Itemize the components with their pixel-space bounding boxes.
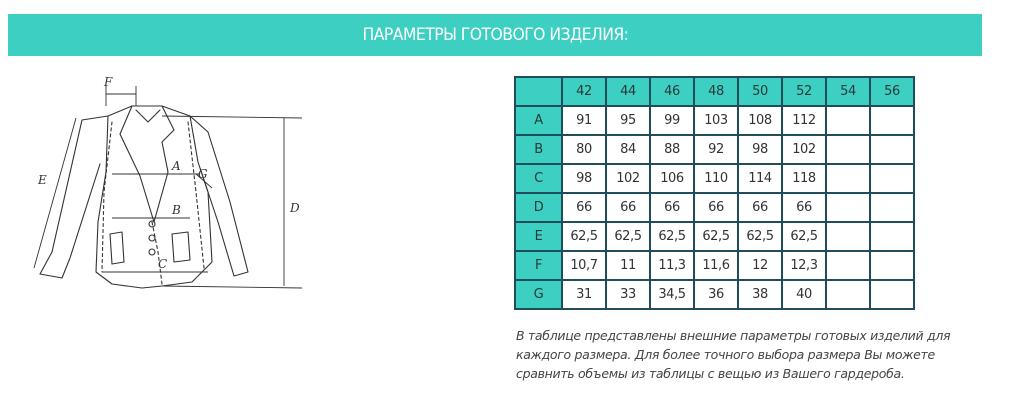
label-g: G bbox=[198, 167, 208, 181]
table-cell bbox=[826, 251, 870, 280]
size-header-42: 42 bbox=[562, 77, 606, 106]
table-cell: 40 bbox=[782, 280, 826, 309]
table-corner bbox=[515, 77, 562, 106]
table-cell: 38 bbox=[738, 280, 782, 309]
table-cell: 91 bbox=[562, 106, 606, 135]
size-table bbox=[514, 76, 915, 310]
row-label-g: G bbox=[515, 280, 562, 309]
measure-line-d-top bbox=[162, 116, 302, 118]
table-cell: 12,3 bbox=[782, 251, 826, 280]
table-cell: 62,5 bbox=[650, 222, 694, 251]
table-cell bbox=[870, 280, 914, 309]
table-cell: 118 bbox=[782, 164, 826, 193]
table-cell bbox=[826, 106, 870, 135]
table-cell bbox=[870, 135, 914, 164]
jacket-lapel-left bbox=[120, 106, 154, 222]
row-label-a: A bbox=[515, 106, 562, 135]
table-cell: 11 bbox=[606, 251, 650, 280]
jacket-collar bbox=[136, 110, 160, 122]
table-cell: 98 bbox=[738, 135, 782, 164]
size-header-52: 52 bbox=[782, 77, 826, 106]
label-a: A bbox=[172, 159, 181, 173]
label-b: B bbox=[172, 203, 181, 217]
table-cell: 62,5 bbox=[694, 222, 738, 251]
jacket-sleeve-left bbox=[40, 116, 108, 278]
size-note: В таблице представлены внешние параметры готовых изделий для каждого размера. Для более точного выбора размера Вы можете сравнить объемы из таблицы с вещью из Вашего гардероба. bbox=[516, 328, 951, 381]
table-cell: 66 bbox=[606, 193, 650, 222]
size-header-row bbox=[515, 77, 914, 106]
table-row bbox=[515, 135, 914, 164]
table-row bbox=[515, 222, 914, 251]
measure-line-e bbox=[34, 118, 76, 268]
table-cell bbox=[826, 135, 870, 164]
table-cell: 98 bbox=[562, 164, 606, 193]
table-cell bbox=[826, 222, 870, 251]
table-cell: 92 bbox=[694, 135, 738, 164]
table-cell: 108 bbox=[738, 106, 782, 135]
size-header-44: 44 bbox=[606, 77, 650, 106]
table-cell: 99 bbox=[650, 106, 694, 135]
table-cell: 31 bbox=[562, 280, 606, 309]
table-row bbox=[515, 280, 914, 309]
size-header-48: 48 bbox=[694, 77, 738, 106]
table-cell: 95 bbox=[606, 106, 650, 135]
label-c: C bbox=[158, 257, 168, 271]
size-header-50: 50 bbox=[738, 77, 782, 106]
jacket-outline bbox=[96, 106, 212, 288]
table-cell: 66 bbox=[738, 193, 782, 222]
table-cell bbox=[826, 193, 870, 222]
table-cell: 112 bbox=[782, 106, 826, 135]
jacket-pocket-right bbox=[172, 232, 190, 262]
table-row bbox=[515, 193, 914, 222]
table-cell: 62,5 bbox=[562, 222, 606, 251]
table-row bbox=[515, 106, 914, 135]
jacket-lapel-right bbox=[154, 106, 174, 222]
measure-line-d-bottom bbox=[162, 286, 302, 288]
table-cell: 34,5 bbox=[650, 280, 694, 309]
table-cell bbox=[870, 222, 914, 251]
table-row bbox=[515, 251, 914, 280]
jacket-sleeve-right bbox=[190, 116, 248, 276]
table-cell: 114 bbox=[738, 164, 782, 193]
row-label-e: E bbox=[515, 222, 562, 251]
table-cell: 110 bbox=[694, 164, 738, 193]
table-cell: 62,5 bbox=[606, 222, 650, 251]
row-label-d: D bbox=[515, 193, 562, 222]
row-label-f: F bbox=[515, 251, 562, 280]
banner bbox=[8, 14, 982, 56]
banner-title: ПАРАМЕТРЫ ГОТОВОГО ИЗДЕЛИЯ: bbox=[362, 25, 628, 45]
row-label-c: C bbox=[515, 164, 562, 193]
table-cell bbox=[826, 280, 870, 309]
table-cell: 80 bbox=[562, 135, 606, 164]
label-e: E bbox=[38, 173, 47, 187]
table-cell: 66 bbox=[782, 193, 826, 222]
table-cell bbox=[826, 164, 870, 193]
size-header-56: 56 bbox=[870, 77, 914, 106]
jacket-sketch bbox=[12, 72, 312, 310]
size-header-46: 46 bbox=[650, 77, 694, 106]
table-cell: 103 bbox=[694, 106, 738, 135]
jacket-button-2 bbox=[149, 235, 155, 241]
table-cell: 62,5 bbox=[738, 222, 782, 251]
label-d: D bbox=[290, 201, 300, 215]
table-cell bbox=[870, 106, 914, 135]
table-cell: 11,6 bbox=[694, 251, 738, 280]
jacket-button-3 bbox=[149, 249, 155, 255]
table-cell bbox=[870, 164, 914, 193]
table-cell: 33 bbox=[606, 280, 650, 309]
table-cell: 66 bbox=[650, 193, 694, 222]
table-cell: 84 bbox=[606, 135, 650, 164]
table-cell: 11,3 bbox=[650, 251, 694, 280]
jacket-pocket-left bbox=[110, 232, 124, 264]
table-cell: 66 bbox=[562, 193, 606, 222]
table-cell: 62,5 bbox=[782, 222, 826, 251]
table-cell bbox=[870, 193, 914, 222]
table-cell: 88 bbox=[650, 135, 694, 164]
table-cell: 102 bbox=[782, 135, 826, 164]
table-cell bbox=[870, 251, 914, 280]
table-cell: 106 bbox=[650, 164, 694, 193]
row-label-b: B bbox=[515, 135, 562, 164]
table-cell: 36 bbox=[694, 280, 738, 309]
table-cell: 10,7 bbox=[562, 251, 606, 280]
label-f: F bbox=[104, 75, 113, 89]
table-cell: 12 bbox=[738, 251, 782, 280]
size-header-54: 54 bbox=[826, 77, 870, 106]
table-cell: 66 bbox=[694, 193, 738, 222]
jacket-drawing bbox=[12, 72, 312, 310]
table-row bbox=[515, 164, 914, 193]
table-cell: 102 bbox=[606, 164, 650, 193]
